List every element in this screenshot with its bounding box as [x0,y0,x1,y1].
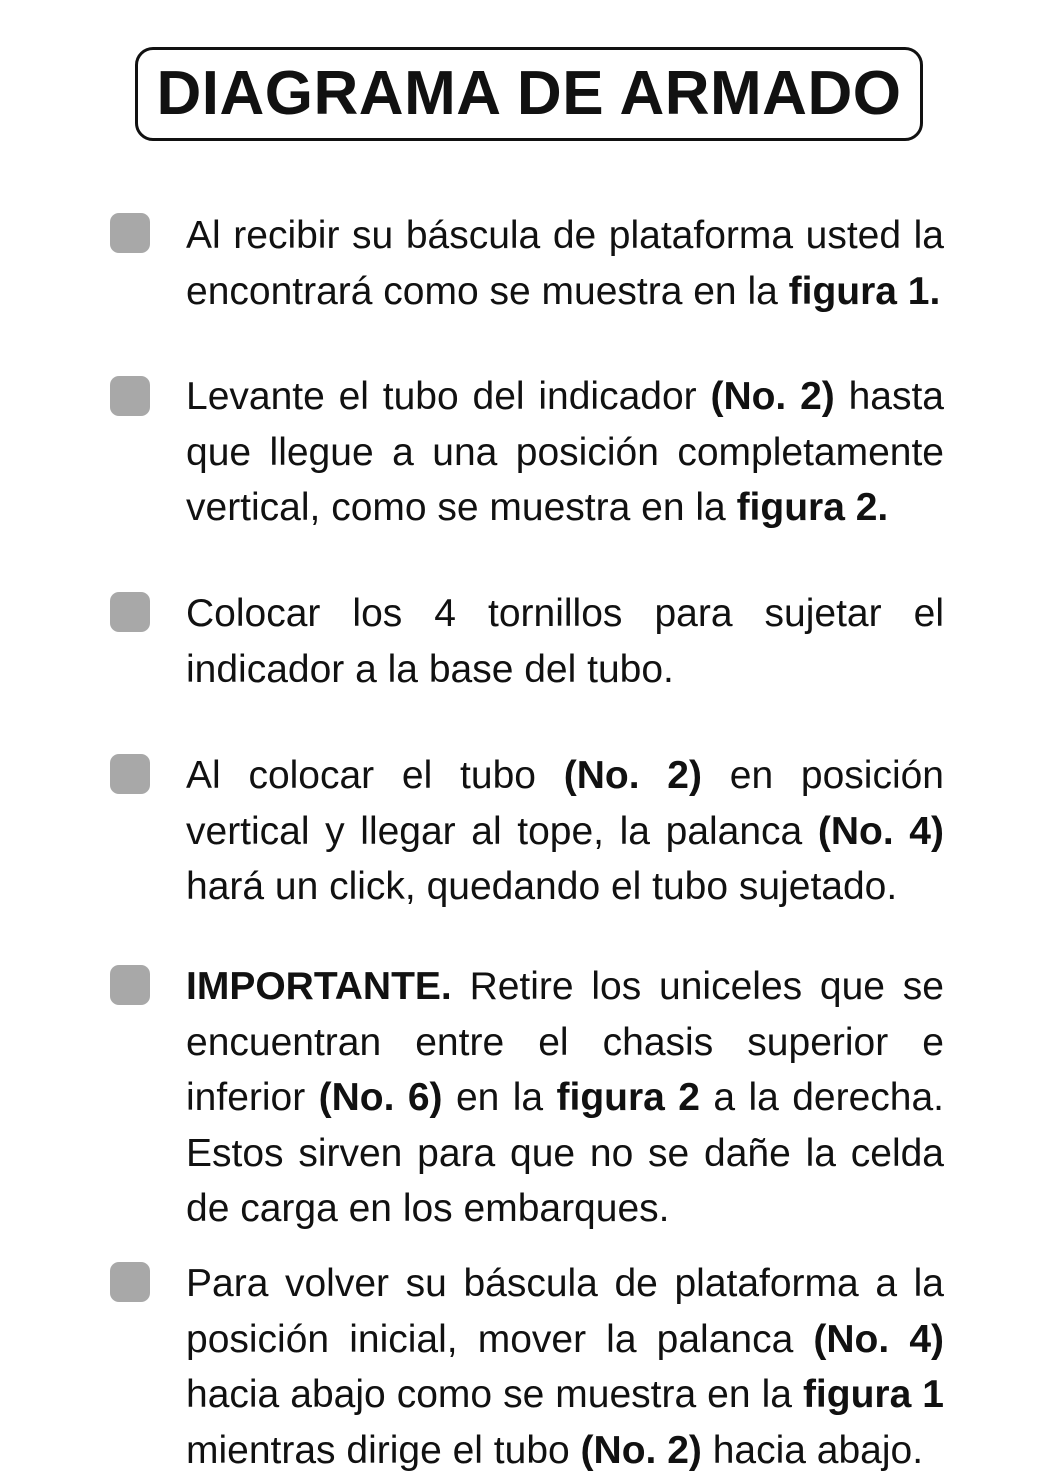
bold-text: (No. 2) [563,754,702,797]
title-box [135,47,923,141]
instruction-text [186,959,944,1237]
text-segment: Al colocar el tubo [186,754,564,797]
text-segment: en la [442,1076,557,1119]
bold-text: figura 1. [788,269,941,313]
text-segment: en posición vertical y llegar al tope, la palanca [186,754,945,853]
bold-text: figura 2 [556,1076,700,1119]
bold-text: figura 1 [802,1373,944,1416]
bold-text: (No. 4) [813,1317,944,1361]
bold-text: (No. 4) [817,809,944,853]
square-bullet-icon [110,754,150,794]
bold-text: (No. 6) [318,1076,443,1119]
instruction-text [186,369,944,536]
instruction-text [186,208,944,319]
bold-text: (No. 2) [710,375,835,418]
text-segment: mientras dirige el tubo [186,1428,581,1472]
square-bullet-icon [110,1262,150,1302]
instruction-text [186,1256,944,1478]
page-title: DIAGRAMA DE ARMADO [156,59,902,128]
bold-text: (No. 2) [580,1428,702,1472]
text-segment: Para volver su báscula de plataforma a la posición inicial, mover la palanca [186,1262,944,1361]
text-segment: a la derecha. Estos sirven para que no se dañe la celda de carga en los embarques. [186,1076,944,1230]
square-bullet-icon [110,965,150,1005]
instruction-text [186,748,944,915]
text-segment: Al recibir su báscula de plataforma usted la encontrará como se muestra en la [186,214,944,313]
square-bullet-icon [110,592,150,632]
square-bullet-icon [110,213,150,253]
text-segment: hará un click, quedando el tubo sujetado. [186,865,898,908]
text-segment: hacia abajo como se muestra en la [186,1373,803,1416]
bold-text: figura 2. [736,486,889,529]
text-segment: hasta que llegue a una posición completamente vertical, como se muestra en la [186,375,944,529]
bold-text: IMPORTANTE. [186,965,452,1008]
square-bullet-icon [110,376,150,416]
instruction-text [186,586,944,697]
text-segment: Levante el tubo del indicador [186,375,711,418]
text-segment: Retire los uniceles que se encuentran entre el chasis superior e inferior [186,965,944,1119]
text-segment: Colocar los 4 tornillos para sujetar el indicador a la base del tubo. [186,592,944,691]
text-segment: hacia abajo. [701,1428,924,1472]
